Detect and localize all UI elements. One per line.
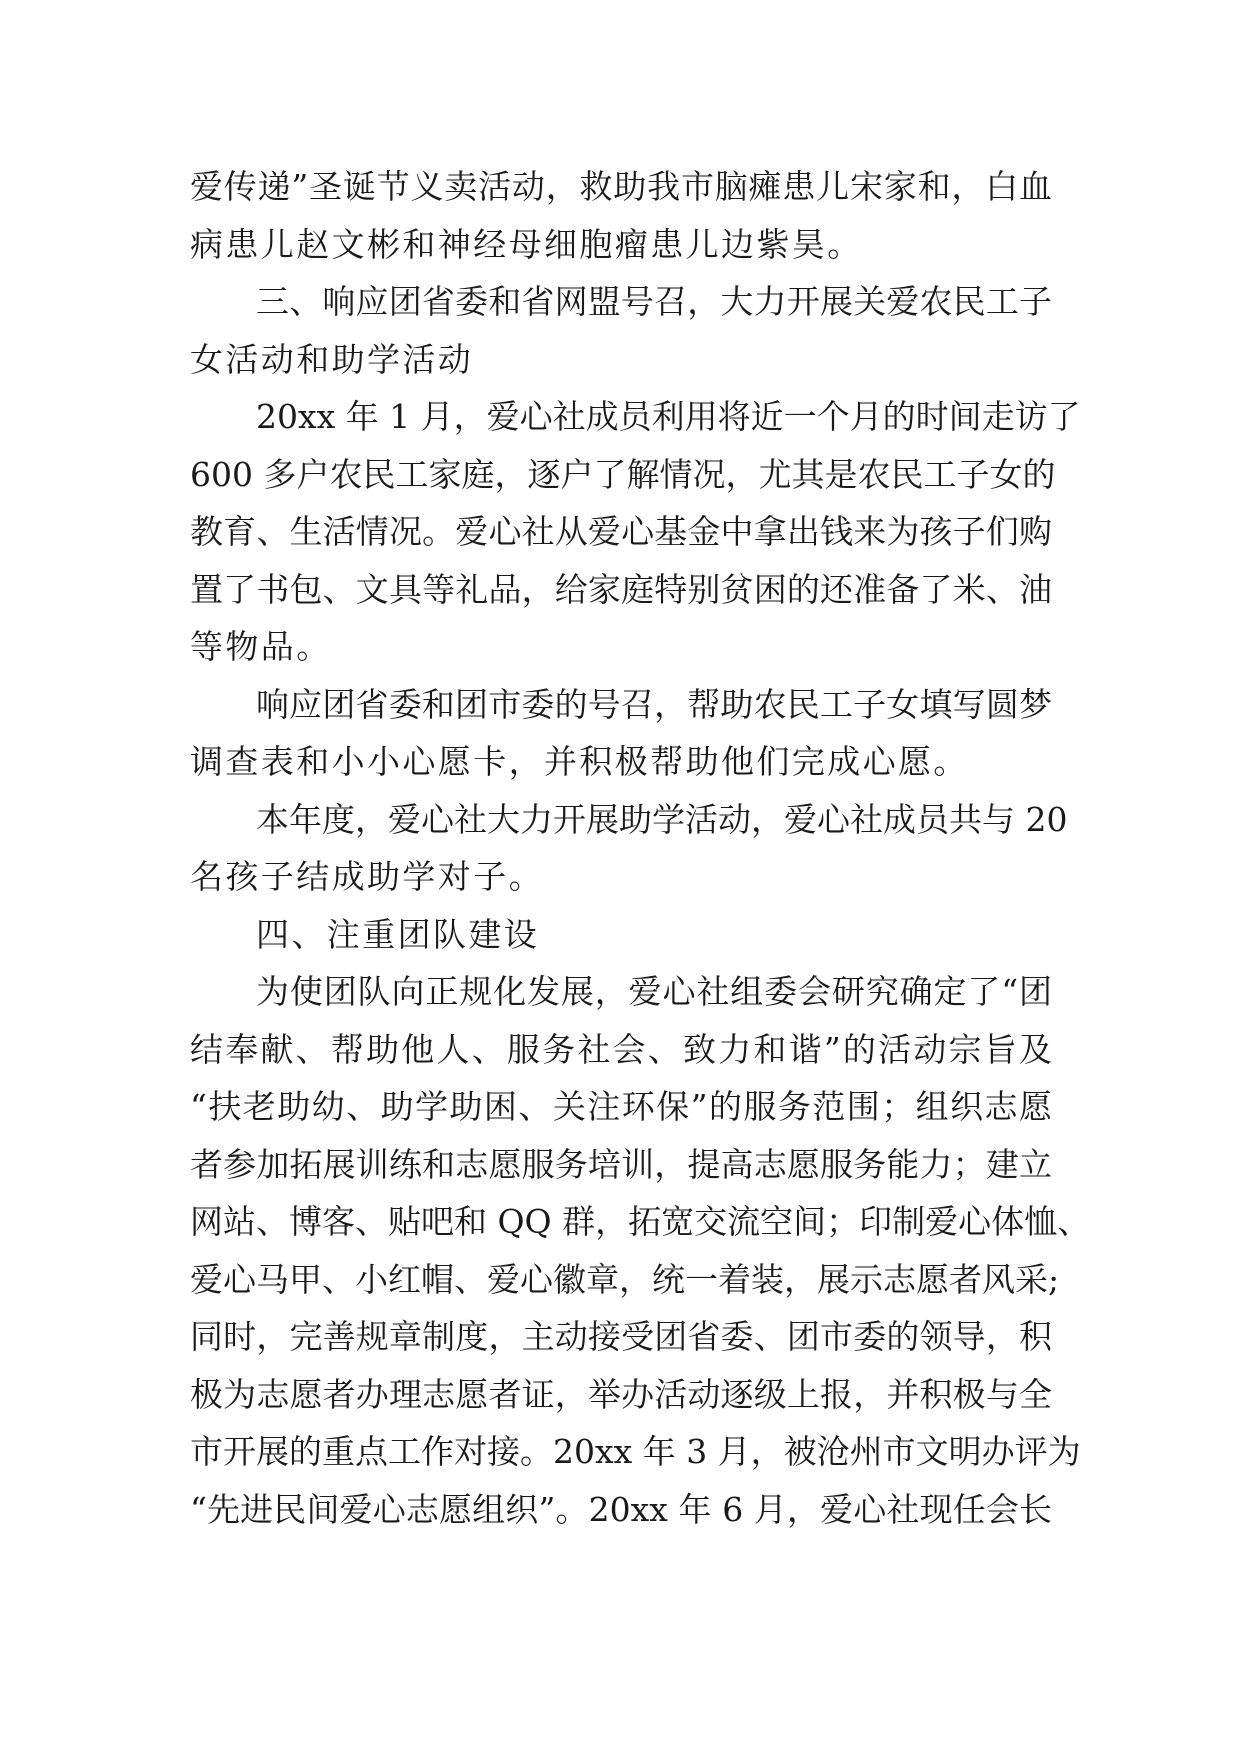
text-line: “先进民间爱心志愿组织”。20xx 年 6 月，爱心社现任会长 [190, 1489, 1052, 1529]
section-heading: 三、响应团省委和省网盟号召，大力开展关爱农民工子 [256, 282, 1052, 321]
text-line: 为使团队向正规化发展，爱心社组委会研究确定了“团 [256, 972, 1052, 1011]
section-heading: 四、注重团队建设 [256, 914, 540, 954]
text-line: “扶老助幼、助学助困、关注环保”的服务范围；组织志愿 [190, 1087, 1052, 1126]
text-line: 响应团省委和团市委的号召，帮助农民工子女填写圆梦 [256, 684, 1052, 724]
text-line: 网站、博客、贴吧和 QQ 群，拓宽交流空间；印制爱心体恤、 [190, 1202, 1091, 1241]
text-line: 600 多户农民工家庭，逐户了解情况，尤其是农民工子女的 [190, 454, 1056, 494]
text-line: 名孩子结成助学对子。 [190, 857, 544, 896]
text-line: 结奉献、帮助他人、服务社会、致力和谐”的活动宗旨及 [190, 1029, 1052, 1069]
text-line: 者参加拓展训练和志愿服务培训，提高志愿服务能力；建立 [190, 1144, 1052, 1184]
text-line: 病患儿赵文彬和神经母细胞瘤患儿边紫昊。 [190, 224, 863, 264]
section-heading-continued: 女活动和助学活动 [190, 339, 474, 379]
text-line: 爱心马甲、小红帽、爱心徽章，统一着装，展示志愿者风采; [190, 1259, 1060, 1299]
document-body [190, 158, 1091, 1538]
text-line: 教育、生活情况。爱心社从爱心基金中拿出钱来为孩子们购 [190, 512, 1052, 551]
text-line: 爱传递”圣诞节义卖活动，救助我市脑瘫患儿宋家和，白血 [190, 167, 1052, 206]
text-line: 等物品。 [190, 627, 332, 666]
text-line: 市开展的重点工作对接。20xx 年 3 月，被沧州市文明办评为 [190, 1432, 1081, 1471]
text-line: 置了书包、文具等礼品，给家庭特别贫困的还准备了米、油 [190, 569, 1052, 609]
text-line: 同时，完善规章制度，主动接受团省委、团市委的领导，积 [190, 1317, 1052, 1356]
text-line: 极为志愿者办理志愿者证，举办活动逐级上报，并积极与全 [190, 1374, 1052, 1414]
text-line: 调查表和小小心愿卡，并积极帮助他们完成心愿。 [190, 742, 969, 781]
text-line: 20xx 年 1 月，爱心社成员利用将近一个月的时间走访了 [256, 397, 1081, 436]
text-line: 本年度，爱心社大力开展助学活动，爱心社成员共与 20 [256, 799, 1068, 839]
